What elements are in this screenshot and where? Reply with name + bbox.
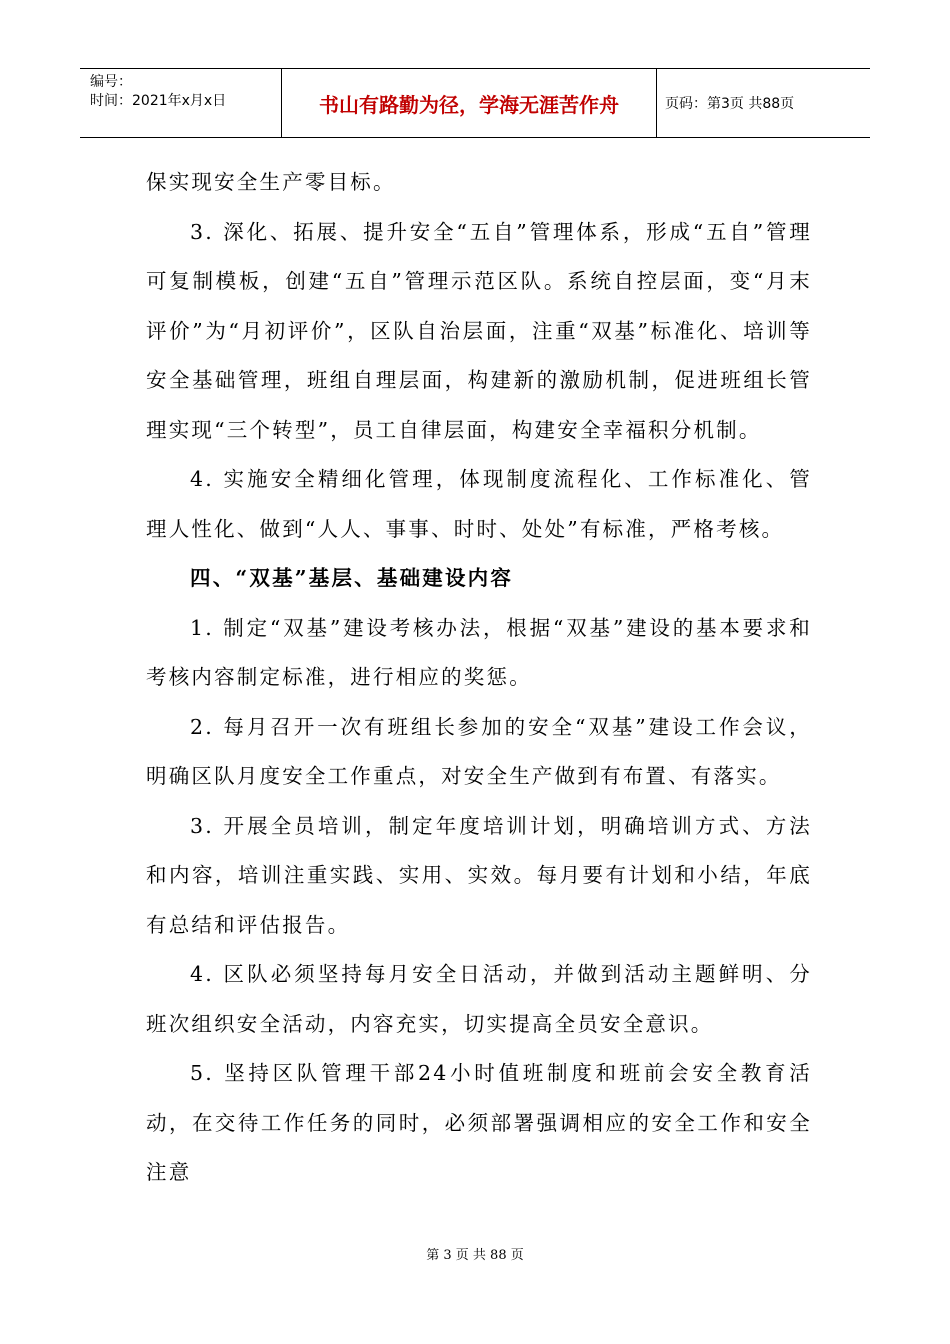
page-header (80, 68, 870, 138)
paragraph: 保实现安全生产零目标。 (146, 170, 396, 194)
document-number-label: 编号： (90, 74, 132, 90)
paragraph: 3. 开展全员培训，制定年度培训计划，明确培训方式、方法和内容，培训注重实践、实用、实效。每月要有计划和小结，年底有总结和评估报告。 (146, 813, 812, 937)
paragraph: 4. 实施安全精细化管理，体现制度流程化、工作标准化、管理人性化、做到“人人、事事、时时、处处”有标准，严格考核。 (146, 467, 812, 541)
document-time-label: 时间：2021年x月x日 (90, 93, 227, 109)
document-body (146, 158, 812, 1198)
header-motto: 书山有路勤为径，学海无涯苦作舟 (282, 69, 657, 137)
paragraph: 4. 区队必须坚持每月安全日活动，并做到活动主题鲜明、分班次组织安全活动，内容充实，切实提高全员安全意识。 (146, 962, 812, 1036)
paragraph: 3. 深化、拓展、提升安全“五自”管理体系，形成“五自”管理可复制模板，创建“五自”管理示范区队。系统自控层面，变“月末评价”为“月初评价”，区队自治层面，注重“双基”标准化、培训等安全基础管理，班组自理层面，构建新的激励机制，促进班组长管理实现“三个转型”，员工自律层面，构建安全幸福积分机制。 (146, 219, 812, 442)
header-page-info: 页码：第3页 共88页 (665, 96, 795, 112)
header-meta-cell (80, 69, 282, 137)
page-footer: 第 3 页 共 88 页 (426, 1248, 524, 1263)
paragraph: 5. 坚持区队管理干部24小时值班制度和班前会安全教育活动，在交待工作任务的同时，必须部署强调相应的安全工作和安全注意 (146, 1061, 812, 1184)
paragraph: 2. 每月召开一次有班组长参加的安全“双基”建设工作会议，明确区队月度安全工作重点，对安全生产做到有布置、有落实。 (146, 714, 812, 788)
paragraph: 1. 制定“双基”建设考核办法，根据“双基”建设的基本要求和考核内容制定标准，进行相应的奖惩。 (146, 615, 812, 689)
section-heading: 四、“双基”基层、基础建设内容 (190, 566, 514, 590)
